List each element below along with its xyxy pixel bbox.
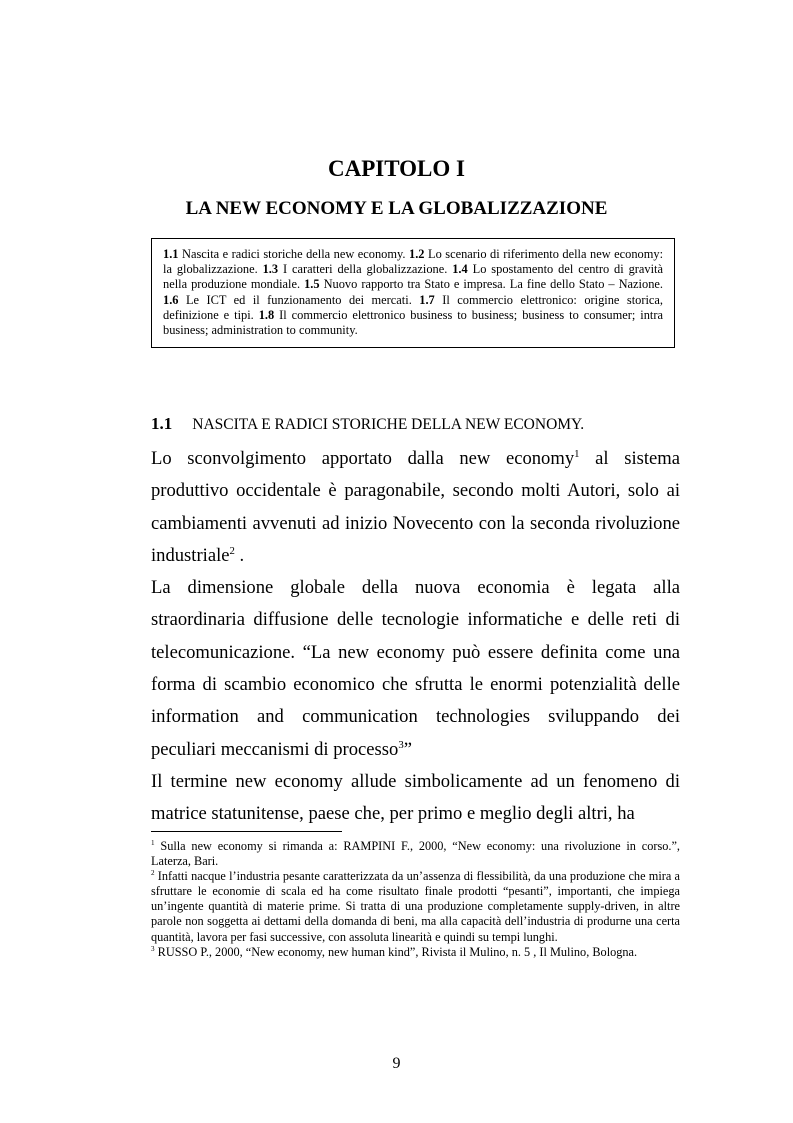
- paragraph-text: ”: [403, 738, 412, 760]
- summary-item-number: 1.1: [163, 247, 179, 261]
- paragraph-text: al sistema produttivo occidentale è paragonabile, secondo molti Autori, solo ai cambiamenti avvenuti ad inizio Novecento con la seconda rivoluzione industriale: [151, 448, 680, 566]
- summary-item-text: Lo scenario di riferimento della new economy: la globalizzazione.: [163, 247, 664, 277]
- footnote: [151, 839, 680, 869]
- summary-item-text: I caratteri della globalizzazione.: [278, 262, 453, 277]
- paragraph-text: Lo sconvolgimento apportato dalla new economy: [151, 448, 575, 469]
- footnote-ref: 2: [229, 544, 235, 557]
- footnote-ref: 1: [574, 447, 580, 460]
- summary-item-text: Il commercio elettronico business to business; business to consumer; intra business; administration to community.: [163, 307, 663, 338]
- section-number: 1.1: [151, 414, 173, 433]
- paragraph-text: Il termine new economy allude simbolicamente ad un fenomeno di matrice statunitense, paese che, per primo e meglio degli altri, ha: [151, 770, 680, 825]
- footnote: [151, 869, 680, 944]
- chapter-title: LA NEW ECONOMY E LA GLOBALIZZAZIONE: [185, 198, 608, 219]
- summary-item-number: 1.8: [258, 307, 275, 322]
- footnote-text: Sulla new economy si rimanda a: RAMPINI F., 2000, “New economy: una rivoluzione in corso.”, Laterza, Bari.: [151, 839, 680, 869]
- footnote-text: RUSSO P., 2000, “New economy, new human kind”, Rivista il Mulino, n. 5 , Il Mulino, Bologna.: [154, 944, 638, 959]
- summary-item-number: 1.3: [262, 262, 279, 277]
- section-title: NASCITA E RADICI STORICHE DELLA NEW ECONOMY.: [192, 416, 585, 433]
- section-heading: [151, 414, 681, 434]
- summary-item-number: 1.6: [163, 292, 179, 307]
- footnote-separator: [151, 831, 342, 832]
- paragraph-text: La dimensione globale della nuova economia è legata alla straordinaria diffusione delle tecnologie informatiche e delle reti di telecomunicazione. “La new economy può essere definita come una forma di scambio economico che sfrutta le enormi potenzialità delle information and communication technologies sviluppando dei peculiari meccanismi di processo: [151, 577, 680, 760]
- paragraph: [151, 572, 680, 766]
- summary-item-text: Nuovo rapporto tra Stato e impresa. La fine dello Stato – Nazione.: [319, 277, 663, 292]
- summary-item-number: 1.7: [419, 292, 435, 307]
- page-number: 9: [392, 1055, 401, 1072]
- summary-item-number: 1.5: [304, 277, 320, 292]
- paragraph: [151, 766, 680, 831]
- summary-item-number: 1.4: [452, 262, 468, 277]
- body-text: [151, 443, 680, 831]
- paragraph-text: .: [234, 544, 245, 566]
- footnote-ref: 3: [398, 738, 404, 751]
- summary-item-number: 1.2: [409, 247, 425, 261]
- footnote: [151, 945, 680, 960]
- footnote-number: 1: [151, 838, 155, 847]
- chapter-summary-box: [151, 238, 675, 348]
- summary-item-text: Lo spostamento del centro di gravità nella produzione mondiale.: [163, 262, 663, 292]
- footnotes: [151, 839, 680, 960]
- footnote-text: Infatti nacque l’industria pesante caratterizzata da un’assenza di flessibilità, da una produzione che mira a sfruttare le economie di scala ed ha come risultato finale prodotti “pesanti”, importanti, che impiega un’ingente quantità di materie prime. Si tratta di una produzione completamente supply-driven, in altre parole non soggetta ai dettami della domanda di beni, ma alla capacità dell’industria di produrne una certa quantità, lavora per fasi successive, con assoluta linearità e quindi su tempi lunghi.: [151, 869, 680, 944]
- paragraph: [151, 443, 680, 572]
- summary-item-text: Le ICT ed il funzionamento dei mercati.: [178, 292, 420, 307]
- summary-item-text: Il commercio elettronico: origine storica, definizione e tipi.: [163, 292, 664, 322]
- chapter-number: CAPITOLO I: [328, 156, 465, 181]
- footnote-number: 3: [151, 944, 155, 953]
- summary-item-text: Nascita e radici storiche della new economy.: [178, 247, 410, 261]
- footnote-number: 2: [151, 869, 155, 878]
